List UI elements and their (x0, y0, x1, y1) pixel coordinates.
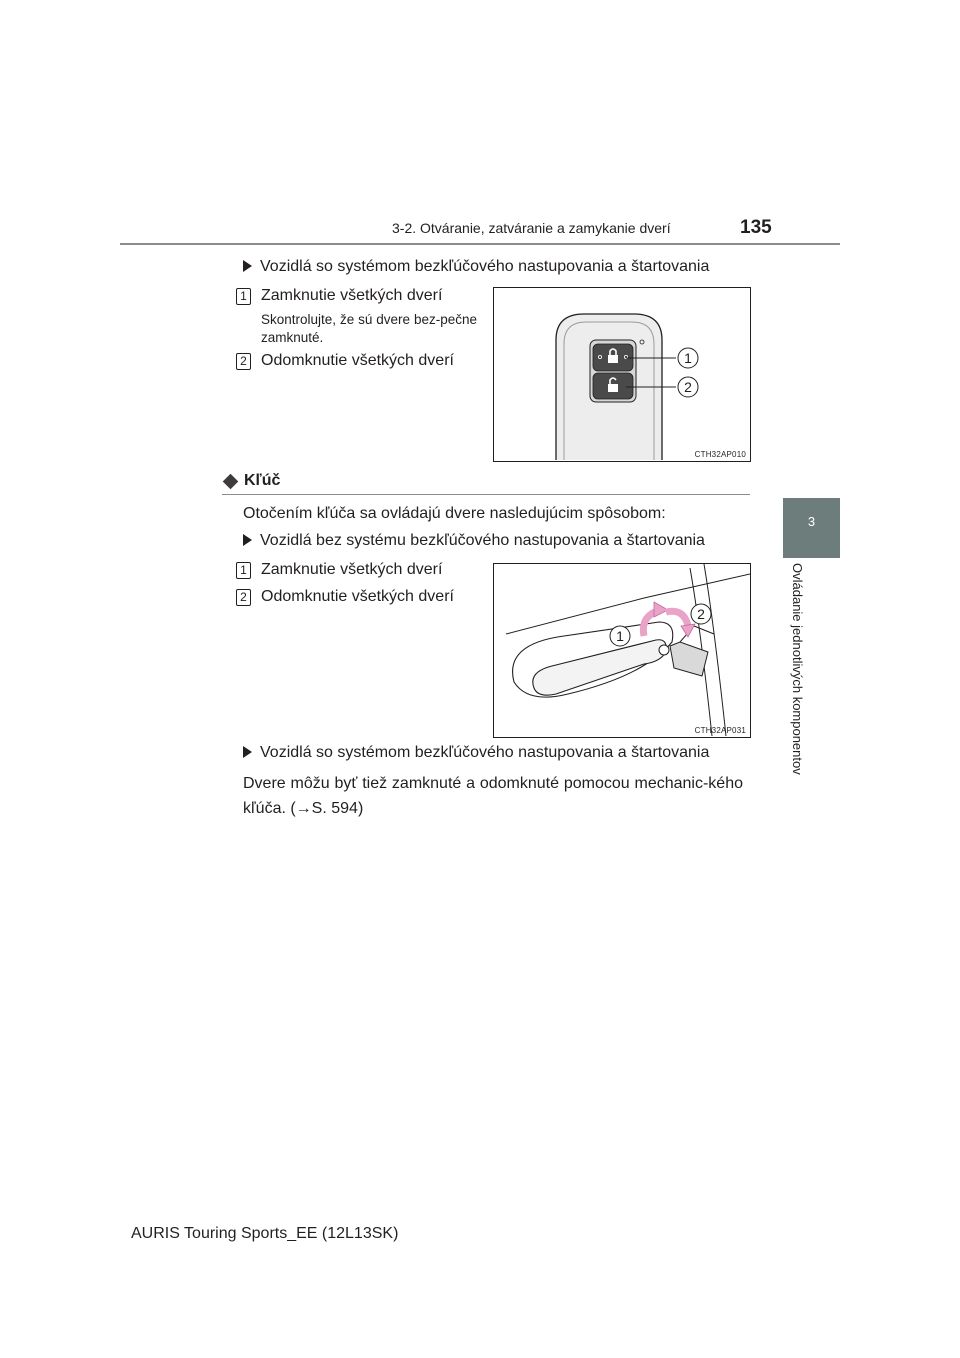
item-number-badge: 1 (236, 288, 251, 305)
section-divider (222, 494, 750, 495)
chapter-side-label (790, 563, 823, 803)
callout-number: 2 (684, 379, 692, 395)
triangle-bullet-icon (243, 260, 252, 272)
smart-key-heading (243, 256, 709, 278)
chapter-tab (783, 498, 840, 558)
figure-code: CTH32AP031 (694, 726, 746, 735)
callout-number: 1 (616, 628, 624, 644)
key-section-intro: Otočením kľúča sa ovládajú dvere nasledujúcim spôsobom: (243, 505, 666, 522)
smart-key-heading-2 (243, 742, 709, 764)
header-divider (120, 243, 840, 245)
item-key-lock-title: Zamknutie všetkých dverí (261, 561, 443, 578)
triangle-bullet-icon (243, 534, 252, 546)
door-handle-key-illustration (494, 564, 750, 737)
mechanical-key-paragraph: Dvere môžu byť tiež zamknuté a odomknuté pomocou mechanic-kého kľúča. (→S. 594) (243, 775, 743, 817)
mechanical-key (670, 642, 708, 676)
smart-key-heading-text: Vozidlá so systémom bezkľúčového nastupovania a štartovania (260, 258, 710, 275)
triangle-bullet-icon (243, 746, 252, 758)
diamond-bullet-icon (223, 474, 239, 490)
door-key-figure (493, 563, 751, 738)
item-key-unlock-title: Odomknutie všetkých dverí (261, 588, 454, 605)
item-lock-all-title: Zamknutie všetkých dverí (261, 287, 443, 304)
smart-key-fob-illustration (494, 288, 750, 461)
footer-model-code: AURIS Touring Sports_EE (12L13SK) (131, 1225, 399, 1242)
item-number-badge: 1 (236, 562, 251, 579)
no-smart-key-heading (243, 530, 705, 552)
unlock-direction-arrow (666, 611, 688, 626)
item-unlock-all-title: Odomknutie všetkých dverí (261, 352, 454, 369)
callout-number: 1 (684, 350, 692, 366)
item-lock-all-note: Skontrolujte, že sú dvere bez-pečne zamknuté. (261, 312, 477, 345)
callout-number: 2 (697, 606, 705, 622)
keyhole (659, 645, 669, 655)
page-number: 135 (740, 217, 772, 238)
chapter-side-label-text: Ovládanie jednotlivých komponentov (790, 563, 805, 775)
figure-code: CTH32AP010 (694, 450, 746, 459)
smart-key-heading-2-text: Vozidlá so systémom bezkľúčového nastupovania a štartovania (260, 744, 710, 761)
smart-key-figure (493, 287, 751, 462)
item-number-badge: 2 (236, 353, 251, 370)
item-number-badge: 2 (236, 589, 251, 606)
running-header-title: 3-2. Otváranie, zatváranie a zamykanie dverí (392, 220, 671, 236)
no-smart-key-heading-text: Vozidlá bez systému bezkľúčového nastupovania a štartovania (260, 532, 705, 549)
section-title: Kľúč (244, 472, 281, 489)
chapter-number: 3 (807, 514, 816, 529)
